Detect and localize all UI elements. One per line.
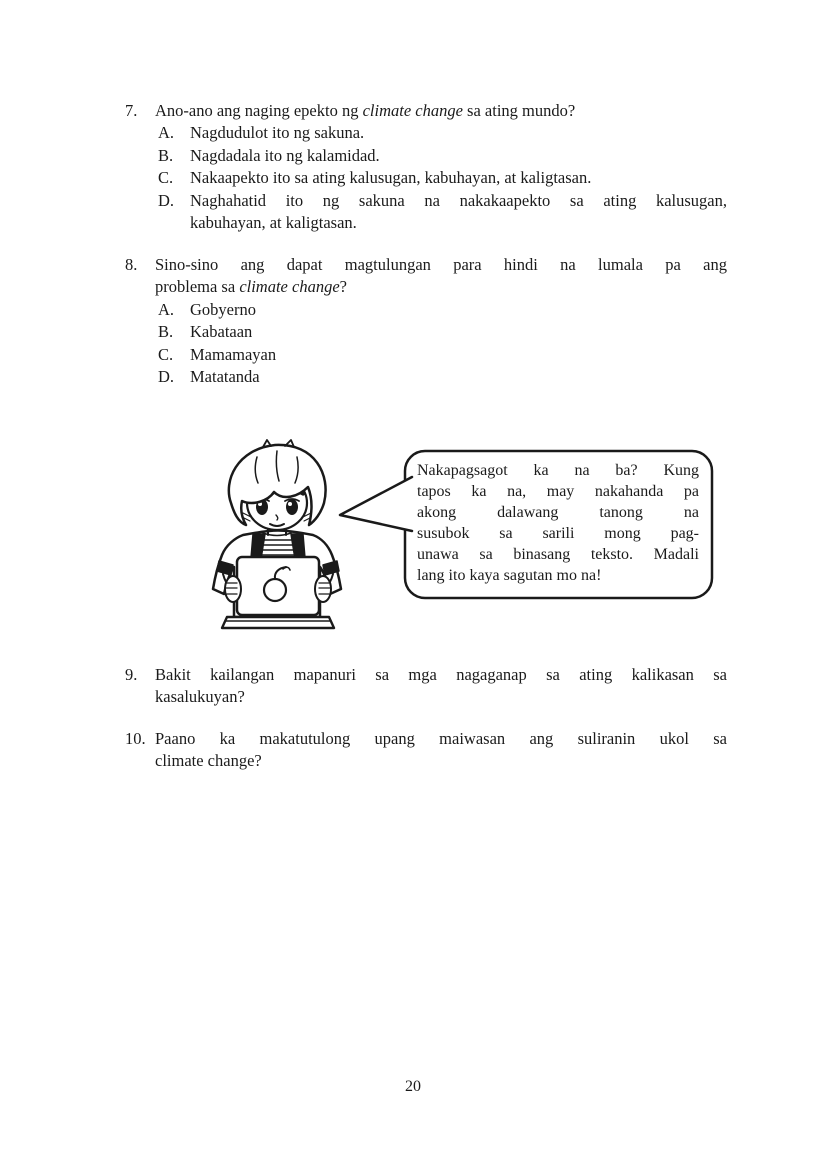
option-letter: C. bbox=[158, 168, 174, 188]
speech-bubble-line: Nakapagsagot ka na ba? Kung bbox=[417, 462, 699, 479]
option-letter: C. bbox=[158, 344, 174, 364]
question-7-options bbox=[155, 122, 727, 234]
option-letter: A. bbox=[158, 123, 175, 143]
question-8-text-italic: climate change bbox=[239, 277, 340, 297]
question-7-text-post: sa ating mundo? bbox=[462, 101, 576, 120]
question-7-number: 7. bbox=[125, 101, 138, 120]
option-text: Matatanda bbox=[190, 367, 260, 387]
speech-bubble-line: susubok sa sarili mong pag- bbox=[417, 524, 699, 542]
question-9-number: 9. bbox=[125, 665, 138, 684]
question-8-options bbox=[155, 299, 727, 389]
question-10 bbox=[125, 728, 727, 773]
question-7-text-pre: Ano-ano ang naging epekto ng bbox=[155, 101, 363, 120]
option-row-c bbox=[155, 167, 727, 189]
character-illustration bbox=[125, 437, 727, 635]
option-row-c bbox=[155, 344, 727, 366]
option-letter: A. bbox=[158, 299, 175, 319]
option-text: Nakaapekto ito sa ating kalusugan, kabuhayan, at kaligtasan. bbox=[190, 168, 592, 188]
question-8-text-line-1: Sino-sino ang dapat magtulungan para hindi na lumala pa ang bbox=[155, 255, 727, 274]
option-letter: B. bbox=[158, 145, 174, 165]
option-text-line-1: Naghahatid ito ng sakuna na nakakaapekto sa ating kalusugan, bbox=[190, 190, 727, 210]
option-row-b bbox=[155, 321, 727, 343]
question-10-text-line-1: Paano ka makatutulong upang maiwasan ang suliranin ukol sa bbox=[155, 729, 727, 748]
question-10-number: 10. bbox=[125, 729, 146, 748]
question-7 bbox=[125, 100, 727, 234]
question-7-text-italic: climate change bbox=[362, 101, 463, 120]
question-9-text-line-2: kasalukuyan? bbox=[155, 687, 245, 707]
question-9 bbox=[125, 664, 727, 709]
question-10-text-line-2: climate change? bbox=[155, 751, 262, 771]
question-8 bbox=[125, 254, 727, 388]
question-8-text-post: ? bbox=[339, 277, 347, 297]
option-text: Kabataan bbox=[190, 322, 253, 342]
option-text: Nagdadala ito ng kalamidad. bbox=[190, 145, 380, 165]
option-row-d bbox=[155, 190, 727, 235]
speech-bubble-text bbox=[417, 461, 699, 586]
option-row-a bbox=[155, 299, 727, 321]
option-row-b bbox=[155, 145, 727, 167]
page-number: 20 bbox=[405, 1078, 421, 1095]
student-character-icon bbox=[213, 440, 341, 628]
option-letter: D. bbox=[158, 367, 175, 387]
question-7-text bbox=[155, 100, 727, 122]
option-text: Gobyerno bbox=[190, 299, 256, 319]
speech-bubble-line: akong dalawang tanong na bbox=[417, 503, 699, 521]
option-text-line-2: kabuhayan, at kaligtasan. bbox=[190, 213, 357, 233]
question-8-text-line-2 bbox=[155, 276, 727, 298]
option-text: Nagdudulot ito ng sakuna. bbox=[190, 123, 365, 143]
option-text: Mamamayan bbox=[190, 344, 277, 364]
option-row-a bbox=[155, 122, 727, 144]
option-row-d bbox=[155, 366, 727, 388]
option-letter: D. bbox=[158, 190, 175, 210]
speech-bubble-line: tapos ka na, may nakahanda pa bbox=[417, 482, 699, 500]
question-8-text-pre: problema sa bbox=[155, 277, 240, 297]
question-9-text-line-1: Bakit kailangan mapanuri sa mga nagaganap sa ating kalikasan sa bbox=[155, 665, 727, 684]
question-8-number: 8. bbox=[125, 255, 138, 274]
speech-bubble-line: lang ito kaya sagutan mo na! bbox=[417, 566, 602, 584]
option-letter: B. bbox=[158, 322, 174, 342]
speech-bubble-line: unawa sa binasang teksto. Madali bbox=[417, 545, 699, 563]
